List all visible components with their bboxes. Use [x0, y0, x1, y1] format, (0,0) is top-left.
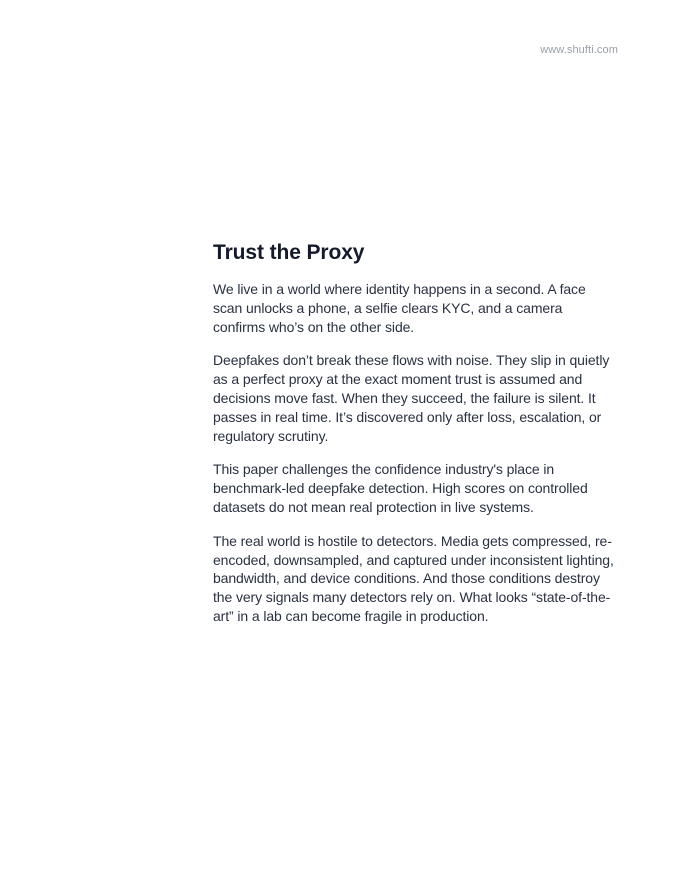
- header-url: www.shufti.com: [540, 44, 618, 56]
- section-title: Trust the Proxy: [213, 241, 365, 264]
- section-content: [213, 239, 618, 641]
- paragraph-4: The real world is hostile to detectors. Media gets compressed, re-encoded, downsampled, and captured under inconsistent lighting, bandwidth, and device conditions. And those conditions destroy the very signals many detectors rely on. What looks “state-of-the-art” in a lab can become fragile in production.: [213, 532, 614, 624]
- paragraph-2: Deepfakes don’t break these flows with noise. They slip in quietly as a perfect proxy at the exact moment trust is assumed and decisions move fast. When they succeed, the failure is silent. It passes in real time. It’s discovered only after loss, escalation, or regulatory scrutiny.: [213, 352, 610, 444]
- paragraph-1: We live in a world where identity happens in a second. A face scan unlocks a phone, a selfie clears KYC, and a camera confirms who’s on the other side.: [213, 281, 586, 335]
- paragraph-3: This paper challenges the confidence industry's place in benchmark-led deepfake detection. High scores on controlled datasets do not mean real protection in live systems.: [213, 461, 588, 515]
